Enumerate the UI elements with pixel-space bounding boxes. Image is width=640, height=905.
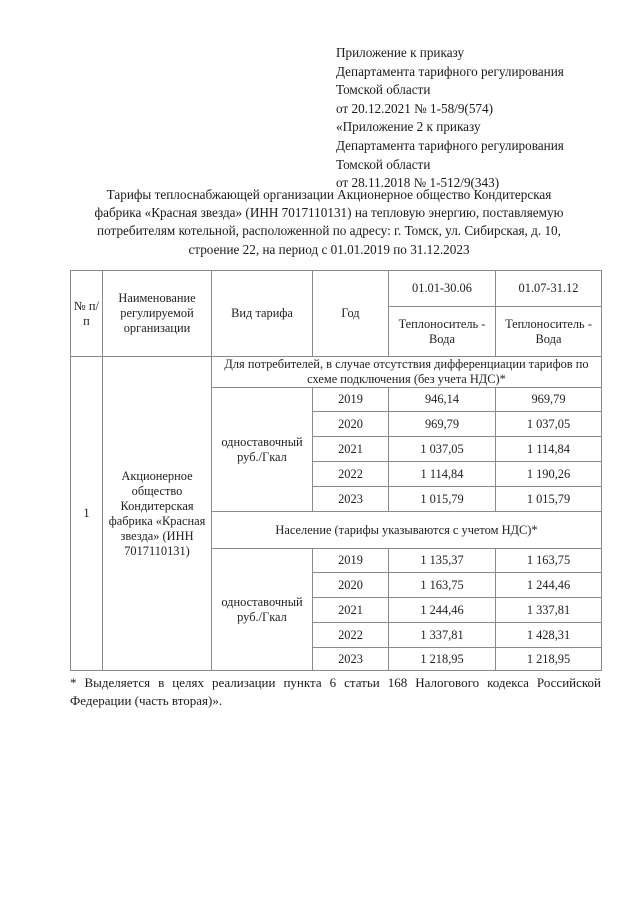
title-line: фабрика «Красная звезда» (ИНН 7017110131) на тепловую энергию, поставляемую (94, 205, 564, 221)
appendix-line: Департамента тарифного регулирования (336, 63, 564, 79)
value-cell: 1 015,79 (496, 487, 602, 512)
title-line: потребителям котельной, расположенной по адресу: г. Томск, ул. Сибирская, д. 10, (97, 223, 561, 239)
value-cell: 969,79 (389, 412, 496, 437)
year-cell: 2021 (313, 437, 389, 462)
appendix-line: от 28.11.2018 № 1-512/9(343) (336, 175, 500, 191)
row-number: 1 (71, 357, 103, 671)
value-cell: 1 218,95 (389, 648, 496, 671)
tariff-type-cell: одноставочный руб./Гкал (212, 549, 313, 671)
value-cell: 1 114,84 (389, 462, 496, 487)
header-tariff-type: Вид тарифа (212, 271, 313, 357)
footnote (70, 674, 601, 710)
title-line: Тарифы теплоснабжающей организации Акционерное общество Кондитерская (106, 187, 552, 202)
header-period-2: 01.07-31.12 (496, 271, 602, 307)
value-cell: 1 163,75 (389, 573, 496, 598)
year-cell: 2019 (313, 388, 389, 412)
value-cell: 1 337,81 (389, 623, 496, 648)
appendix-line: Томской области (336, 82, 431, 98)
value-cell: 1 428,31 (496, 623, 602, 648)
footnote-line-2: Федерации (часть вторая)». (70, 693, 223, 708)
appendix-line: «Приложение 2 к приказу (336, 119, 481, 135)
value-cell: 1 163,75 (496, 549, 602, 573)
header-num: № п/п (71, 271, 103, 357)
appendix-line: от 20.12.2021 № 1-58/9(574) (336, 100, 493, 116)
organization-name: Акционерное общество Кондитерская фабрика «Красная звезда» (ИНН 7017110131) (103, 357, 212, 671)
value-cell: 1 218,95 (496, 648, 602, 671)
section-label: Для потребителей, в случае отсутствия дифференциации тарифов по схеме подключения (без учета НДС)* (212, 357, 602, 388)
document-title (62, 186, 596, 259)
appendix-line: Томской области (336, 156, 431, 172)
value-cell: 1 015,79 (389, 487, 496, 512)
appendix-line: Департамента тарифного регулирования (336, 137, 564, 153)
value-cell: 1 037,05 (389, 437, 496, 462)
header-period-1: 01.01-30.06 (389, 271, 496, 307)
header-year: Год (313, 271, 389, 357)
section-label: Население (тарифы указываются с учетом НДС)* (212, 512, 602, 549)
header-carrier-1: Теплоноситель - Вода (389, 307, 496, 357)
year-cell: 2022 (313, 462, 389, 487)
year-cell: 2023 (313, 487, 389, 512)
value-cell: 1 037,05 (496, 412, 602, 437)
title-line: строение 22, на период с 01.01.2019 по 31.12.2023 (188, 241, 470, 257)
appendix-header (336, 44, 564, 193)
value-cell: 1 244,46 (389, 598, 496, 623)
year-cell: 2019 (313, 549, 389, 573)
header-organization: Наименование регулируемой организации (103, 271, 212, 357)
value-cell: 1 135,37 (389, 549, 496, 573)
appendix-line: Приложение к приказу (336, 45, 465, 60)
year-cell: 2022 (313, 623, 389, 648)
footnote-line-1: * Выделяется в целях реализации пункта 6 статьи 168 Налогового кодекса Российской (70, 675, 601, 690)
value-cell: 1 244,46 (496, 573, 602, 598)
value-cell: 1 337,81 (496, 598, 602, 623)
value-cell: 946,14 (389, 388, 496, 412)
value-cell: 969,79 (496, 388, 602, 412)
value-cell: 1 190,26 (496, 462, 602, 487)
year-cell: 2020 (313, 412, 389, 437)
year-cell: 2023 (313, 648, 389, 671)
year-cell: 2021 (313, 598, 389, 623)
tariff-table (70, 270, 602, 671)
header-carrier-2: Теплоноситель - Вода (496, 307, 602, 357)
tariff-type-cell: одноставочный руб./Гкал (212, 388, 313, 512)
value-cell: 1 114,84 (496, 437, 602, 462)
year-cell: 2020 (313, 573, 389, 598)
